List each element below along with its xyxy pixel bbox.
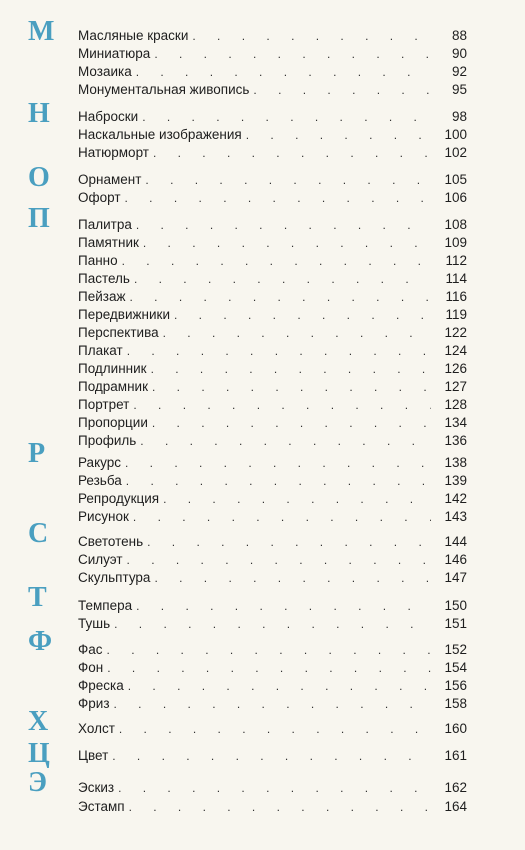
entry-title: Перспектива bbox=[78, 325, 159, 340]
entry-page-number: 154 bbox=[444, 660, 467, 675]
entry-page-number: 98 bbox=[451, 109, 467, 124]
entry-page-number: 102 bbox=[444, 145, 467, 160]
entry-title: Фриз bbox=[78, 696, 110, 711]
index-entry bbox=[78, 323, 467, 342]
index-entry bbox=[78, 215, 467, 234]
entry-page-number: 122 bbox=[444, 325, 467, 340]
entry-title: Фон bbox=[78, 660, 104, 675]
section-letter: Т bbox=[28, 582, 47, 613]
dot-leader bbox=[133, 508, 431, 527]
entry-title: Пейзаж bbox=[78, 289, 126, 304]
dot-leader bbox=[253, 81, 431, 100]
index-entry bbox=[78, 614, 467, 633]
entry-title: Офорт bbox=[78, 190, 121, 205]
entry-page-number: 164 bbox=[444, 799, 467, 814]
entry-title: Миниатюра bbox=[78, 46, 151, 61]
entry-title: Передвижники bbox=[78, 307, 170, 322]
index-entry bbox=[78, 489, 467, 508]
entry-title: Масляные краски bbox=[78, 28, 189, 43]
entry-page-number: 139 bbox=[444, 473, 467, 488]
index-entry bbox=[78, 797, 467, 816]
entry-page-number: 112 bbox=[445, 253, 467, 268]
entry-page-number: 142 bbox=[444, 491, 467, 506]
dot-leader bbox=[118, 779, 431, 798]
entry-title: Наброски bbox=[78, 109, 139, 124]
index-entry bbox=[78, 143, 467, 162]
entry-title: Ракурс bbox=[78, 455, 121, 470]
entry-page-number: 126 bbox=[444, 361, 467, 376]
entry-title: Плакат bbox=[78, 343, 123, 358]
entry-title: Пастель bbox=[78, 271, 130, 286]
section-letter: П bbox=[28, 203, 50, 234]
index-entry bbox=[78, 233, 467, 252]
entry-page-number: 160 bbox=[444, 721, 467, 736]
entry-title: Эстамп bbox=[78, 799, 125, 814]
dot-leader bbox=[153, 144, 431, 163]
index-entry bbox=[78, 80, 467, 99]
entry-title: Холст bbox=[78, 721, 115, 736]
index-entry bbox=[78, 170, 467, 189]
entry-page-number: 144 bbox=[444, 534, 467, 549]
entry-title: Скульптура bbox=[78, 570, 151, 585]
entry-page-number: 134 bbox=[444, 415, 467, 430]
dot-leader bbox=[125, 189, 431, 208]
entry-title: Рисунок bbox=[78, 509, 129, 524]
entry-page-number: 105 bbox=[444, 172, 467, 187]
entry-page-number: 128 bbox=[444, 397, 467, 412]
dot-leader bbox=[119, 720, 431, 739]
entry-page-number: 146 bbox=[444, 552, 467, 567]
index-entry bbox=[78, 676, 467, 695]
entry-page-number: 161 bbox=[444, 748, 467, 763]
index-entry bbox=[78, 694, 467, 713]
entry-title: Пропорции bbox=[78, 415, 148, 430]
entry-title: Цвет bbox=[78, 748, 109, 763]
entry-title: Подрамник bbox=[78, 379, 148, 394]
entry-page-number: 138 bbox=[444, 455, 467, 470]
index-entry bbox=[78, 188, 467, 207]
section-letter: О bbox=[28, 162, 50, 193]
entry-page-number: 100 bbox=[444, 127, 467, 142]
entry-page-number: 114 bbox=[445, 271, 467, 286]
entry-page-number: 92 bbox=[451, 64, 467, 79]
index-entry bbox=[78, 596, 467, 615]
entry-page-number: 88 bbox=[451, 28, 467, 43]
entry-page-number: 158 bbox=[444, 696, 467, 711]
entry-page-number: 116 bbox=[445, 289, 467, 304]
index-entry bbox=[78, 44, 467, 63]
index-entry bbox=[78, 305, 467, 324]
entry-page-number: 109 bbox=[444, 235, 467, 250]
dot-leader bbox=[112, 747, 431, 766]
section-letter: Ц bbox=[28, 738, 50, 769]
section-letter: Х bbox=[28, 706, 49, 737]
entry-page-number: 119 bbox=[445, 307, 467, 322]
index-entry bbox=[78, 640, 467, 659]
index-entry bbox=[78, 125, 467, 144]
entry-title: Мозаика bbox=[78, 64, 132, 79]
entry-title: Наскальные изображения bbox=[78, 127, 242, 142]
index-entry bbox=[78, 658, 467, 677]
entry-title: Резьба bbox=[78, 473, 122, 488]
entry-title: Силуэт bbox=[78, 552, 123, 567]
entry-page-number: 152 bbox=[444, 642, 467, 657]
entry-page-number: 147 bbox=[444, 570, 467, 585]
index-entry bbox=[78, 719, 467, 738]
dot-leader bbox=[140, 432, 431, 451]
index-entry bbox=[78, 341, 467, 360]
section-letter: Ф bbox=[28, 626, 53, 657]
entry-title: Палитра bbox=[78, 217, 132, 232]
entry-page-number: 136 bbox=[444, 433, 467, 448]
entry-title: Профиль bbox=[78, 433, 137, 448]
dot-leader bbox=[154, 569, 431, 588]
index-entry bbox=[78, 377, 467, 396]
entry-page-number: 106 bbox=[444, 190, 467, 205]
entry-title: Орнамент bbox=[78, 172, 142, 187]
index-entry bbox=[78, 532, 467, 551]
entry-title: Панно bbox=[78, 253, 118, 268]
section-letter: Э bbox=[28, 767, 47, 798]
index-entry bbox=[78, 550, 467, 569]
entry-page-number: 90 bbox=[451, 46, 467, 61]
index-entry bbox=[78, 107, 467, 126]
index-entry bbox=[78, 471, 467, 490]
entry-page-number: 151 bbox=[444, 616, 467, 631]
entry-page-number: 127 bbox=[444, 379, 467, 394]
index-entry bbox=[78, 251, 467, 270]
index-entry bbox=[78, 62, 467, 81]
section-letter: Р bbox=[28, 438, 46, 469]
section-letter: Н bbox=[28, 98, 50, 129]
entry-title: Фас bbox=[78, 642, 103, 657]
dot-leader bbox=[114, 695, 431, 714]
entry-title: Темпера bbox=[78, 598, 133, 613]
entry-page-number: 124 bbox=[444, 343, 467, 358]
section-letter: М bbox=[28, 16, 55, 47]
entry-title: Портрет bbox=[78, 397, 130, 412]
index-entry bbox=[78, 507, 467, 526]
dot-leader bbox=[129, 798, 431, 817]
entry-page-number: 95 bbox=[451, 82, 467, 97]
index-entry bbox=[78, 746, 467, 765]
entry-page-number: 150 bbox=[444, 598, 467, 613]
index-entry bbox=[78, 359, 467, 378]
entry-title: Подлинник bbox=[78, 361, 147, 376]
index-entry bbox=[78, 568, 467, 587]
entry-title: Монументальная живопись bbox=[78, 82, 250, 97]
index-entry bbox=[78, 395, 467, 414]
index-entry bbox=[78, 26, 467, 45]
entry-title: Эскиз bbox=[78, 780, 115, 795]
index-entry bbox=[78, 413, 467, 432]
entry-page-number: 162 bbox=[444, 780, 467, 795]
entry-title: Фреска bbox=[78, 678, 124, 693]
dot-leader bbox=[114, 615, 431, 634]
entry-title: Памятник bbox=[78, 235, 139, 250]
entry-title: Натюрморт bbox=[78, 145, 149, 160]
index-entry bbox=[78, 778, 467, 797]
section-letter: С bbox=[28, 518, 49, 549]
entry-title: Светотень bbox=[78, 534, 144, 549]
entry-page-number: 156 bbox=[444, 678, 467, 693]
entry-title: Тушь bbox=[78, 616, 111, 631]
index-entry bbox=[78, 287, 467, 306]
index-entry bbox=[78, 431, 467, 450]
entry-page-number: 143 bbox=[444, 509, 467, 524]
entry-title: Репродукция bbox=[78, 491, 160, 506]
entry-page-number: 108 bbox=[444, 217, 467, 232]
index-entry bbox=[78, 453, 467, 472]
index-entry bbox=[78, 269, 467, 288]
